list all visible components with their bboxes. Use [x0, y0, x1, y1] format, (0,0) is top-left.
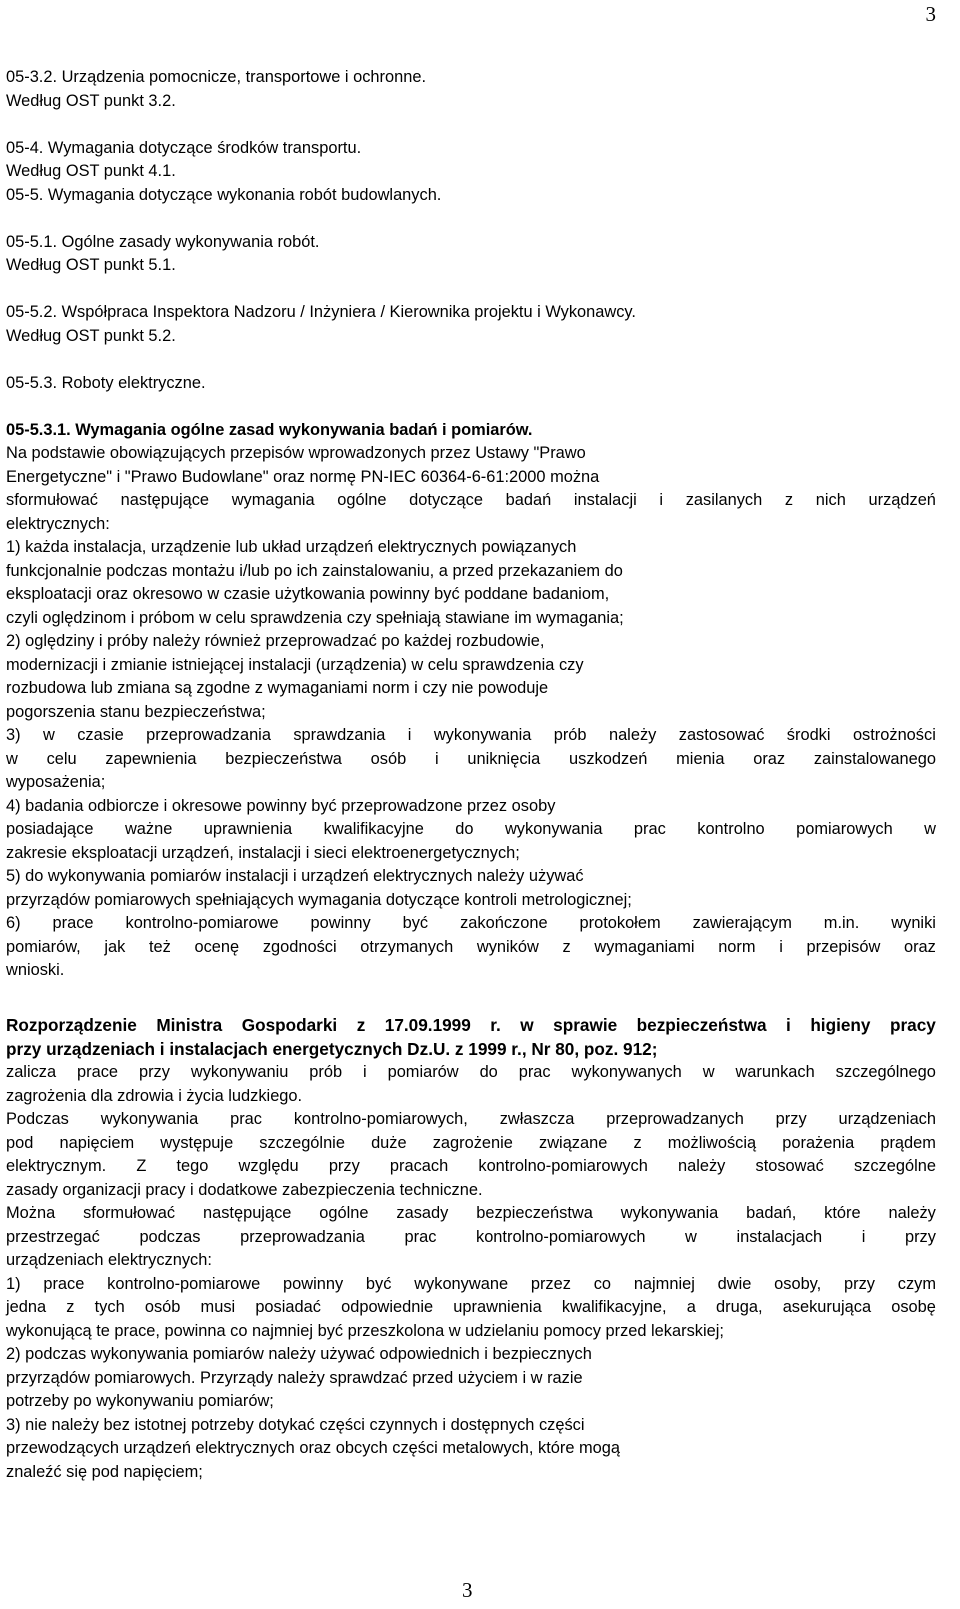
- text-line: [6, 1155, 936, 1179]
- word: w: [520, 1015, 534, 1035]
- word: zawierającym: [692, 914, 792, 932]
- word: przeprowadzania: [146, 726, 271, 744]
- word: zainstalowanego: [813, 749, 936, 768]
- text-line: przyrządów pomiarowych. Przyrządy należy sprawdzać przed użyciem i w razie: [6, 1368, 583, 1387]
- word: pomiarów,: [6, 937, 81, 956]
- word: wykonywaniu: [190, 1063, 289, 1081]
- text-line: urządzeniach elektrycznych:: [6, 1251, 212, 1269]
- word: dotyczące: [409, 491, 483, 509]
- safety-rules-text: [6, 1061, 936, 1484]
- word: zakończone: [460, 914, 548, 932]
- word: tych: [94, 1298, 125, 1316]
- word: sformułować: [83, 1204, 176, 1222]
- section-title: 05-5. Wymagania dotyczące wykonania robót budowlanych.: [6, 185, 442, 204]
- word: z: [356, 1015, 366, 1035]
- word: instalacji: [573, 491, 637, 509]
- word: przy: [328, 1157, 360, 1175]
- word: uprawnienia: [203, 820, 293, 838]
- word: do: [455, 820, 474, 838]
- word: w: [42, 726, 55, 744]
- word: szczególnie: [259, 1133, 345, 1152]
- text-line: [6, 936, 936, 960]
- word: osoby,: [774, 1274, 822, 1293]
- word: mienia: [676, 749, 725, 768]
- word: Gospodarki: [241, 1015, 338, 1035]
- word: kontrolno-pomiarowe: [125, 914, 279, 932]
- text-line: [6, 748, 936, 772]
- word: asekurująca: [782, 1298, 872, 1316]
- word: ogólne: [337, 491, 387, 509]
- word: należy: [888, 1204, 936, 1222]
- text-line: 4) badania odbiorcze i okresowe powinny być przeprowadzone przez osoby: [6, 796, 556, 815]
- word: z: [66, 1298, 75, 1316]
- section-title: 05-5.1. Ogólne zasady wykonywania robót.: [6, 232, 320, 251]
- word: osób: [144, 1298, 181, 1316]
- text-line: 2) oględziny i próby należy również przeprowadzać po każdej rozbudowie,: [6, 632, 545, 650]
- word: szczególne: [853, 1157, 936, 1175]
- text-line: [6, 912, 936, 936]
- word: jak: [104, 937, 126, 956]
- word: i: [659, 491, 664, 509]
- word: w: [685, 1227, 697, 1246]
- word: uprawnienia: [453, 1298, 542, 1316]
- word: co: [593, 1274, 612, 1293]
- word: posiadać: [255, 1298, 321, 1316]
- word: zasilanych: [685, 491, 763, 509]
- word: zagrożenie: [432, 1133, 513, 1152]
- text-line: potrzeby po wykonywaniu pomiarów;: [6, 1392, 274, 1410]
- text-line: Na podstawie obowiązujących przepisów wprowadzonych przez Ustawy "Prawo: [6, 444, 586, 462]
- word: prób: [309, 1063, 343, 1081]
- word: przy: [138, 1063, 170, 1081]
- word: Rozporządzenie: [6, 1015, 137, 1035]
- word: i: [861, 1227, 866, 1246]
- word: i: [779, 937, 783, 956]
- word: urządzeń: [868, 491, 936, 509]
- section-reference: Według OST punkt 5.2.: [6, 326, 176, 345]
- word: kontrolno-pomiarowych: [476, 1227, 646, 1246]
- regulation-title-line: przy urządzeniach i instalacjach energetycznych Dz.U. z 1999 r., Nr 80, poz. 912;: [6, 1038, 658, 1059]
- word: Z: [136, 1157, 147, 1175]
- text-line: [6, 1273, 936, 1297]
- word: 17.09.1999: [384, 1015, 471, 1035]
- text-line: [6, 818, 936, 842]
- word: występuje: [160, 1133, 234, 1152]
- word: warunkach: [735, 1063, 815, 1081]
- word: wykonywanych: [571, 1063, 682, 1081]
- page-number-top: 3: [925, 2, 936, 26]
- text-line: [6, 1061, 936, 1085]
- section-title: 05-4. Wymagania dotyczące środków transportu.: [6, 138, 362, 157]
- text-line: znaleźć się pod napięciem;: [6, 1462, 203, 1481]
- text-line: [6, 1226, 936, 1250]
- word: prac: [230, 1110, 262, 1128]
- word: wykonywania: [620, 1204, 719, 1222]
- word: też: [148, 937, 171, 956]
- word: a: [686, 1298, 696, 1316]
- word: wykonywania: [100, 1110, 199, 1128]
- word: prądem: [880, 1133, 936, 1152]
- word: sprawdzania: [293, 726, 386, 744]
- section-title: 05-3.2. Urządzenia pomocnicze, transportowe i ochronne.: [6, 68, 427, 86]
- text-line: wyposażenia;: [6, 773, 106, 791]
- word: ważne: [124, 820, 173, 838]
- word: w: [6, 749, 18, 768]
- word: pomiarowych: [796, 820, 893, 838]
- word: podczas: [139, 1227, 201, 1246]
- regulation-title-line: [6, 1014, 936, 1038]
- text-line: 2) podczas wykonywania pomiarów należy używać odpowiednich i bezpiecznych: [6, 1345, 592, 1363]
- word: uszkodzeń: [569, 749, 648, 768]
- word: posiadające: [6, 820, 94, 838]
- word: związane: [539, 1133, 608, 1152]
- word: Można: [6, 1204, 56, 1222]
- word: r.: [490, 1015, 501, 1035]
- word: osób: [370, 749, 407, 768]
- text-line: [6, 1202, 936, 1226]
- word: druga,: [716, 1298, 763, 1316]
- word: kwalifikacyjne: [323, 820, 424, 838]
- word: badań,: [746, 1204, 797, 1222]
- word: 1): [6, 1274, 21, 1293]
- text-line: rozbudowa lub zmiana są zgodne z wymaganiami norm i czy nie powoduje: [6, 679, 549, 697]
- page-number-bottom: 3: [462, 1578, 473, 1602]
- text-line: elektrycznych:: [6, 514, 110, 533]
- word: wykonywania: [504, 820, 603, 838]
- word: norm: [718, 937, 756, 956]
- word: i: [786, 1015, 791, 1035]
- document-body: [6, 66, 936, 1484]
- word: do: [479, 1063, 498, 1081]
- word: zwłaszcza: [499, 1110, 575, 1128]
- word: wykonywane: [414, 1274, 509, 1293]
- word: ogólne: [319, 1204, 369, 1222]
- word: oraz: [903, 937, 936, 956]
- word: pracy: [889, 1015, 936, 1035]
- word: i: [363, 1063, 367, 1081]
- word: instalacjach: [736, 1227, 823, 1246]
- text-line: 5) do wykonywania pomiarów instalacji i urządzeń elektrycznych należy używać: [6, 867, 584, 885]
- word: wymaganiami: [594, 937, 695, 956]
- requirements-text: [6, 442, 936, 983]
- word: ostrożności: [852, 726, 936, 744]
- text-line: [6, 1108, 936, 1132]
- word: kontrolno-pomiarowych: [478, 1157, 648, 1175]
- word: pomiarów: [387, 1063, 459, 1081]
- word: powinny: [283, 1274, 344, 1293]
- word: prób: [553, 726, 587, 744]
- word: bezpieczeństwa: [636, 1015, 767, 1035]
- word: higieny: [810, 1015, 871, 1035]
- word: pod: [6, 1133, 34, 1152]
- text-line: [6, 1132, 936, 1156]
- word: musi: [200, 1298, 236, 1316]
- word: kontrolno-pomiarowych,: [293, 1110, 468, 1128]
- text-line: 1) każda instalacja, urządzenie lub układ urządzeń elektrycznych powiązanych: [6, 538, 577, 556]
- word: z: [784, 491, 794, 509]
- section-title: 05-5.3. Roboty elektryczne.: [6, 373, 206, 392]
- section-reference: Według OST punkt 5.1.: [6, 256, 176, 274]
- word: kontrolno-pomiarowe: [107, 1274, 261, 1293]
- section-reference: Według OST punkt 3.2.: [6, 91, 176, 110]
- word: należy: [608, 726, 657, 744]
- word: ocenę: [194, 937, 240, 956]
- word: 3): [6, 726, 21, 744]
- text-line: przewodzących urządzeń elektrycznych oraz obcych części metalowych, które mogą: [6, 1439, 621, 1457]
- word: kontrolno: [697, 820, 765, 838]
- text-line: zasady organizacji pracy i dodatkowe zabezpieczenia techniczne.: [6, 1180, 483, 1199]
- word: najmniej: [633, 1274, 695, 1293]
- text-line: [6, 489, 936, 513]
- word: elektrycznym.: [6, 1157, 107, 1175]
- word: sprawie: [553, 1015, 618, 1035]
- word: środki: [786, 726, 831, 744]
- word: przeprowadzanych: [606, 1110, 744, 1128]
- word: jedna: [6, 1298, 47, 1316]
- text-line: modernizacji i zmianie istniejącej instalacji (urządzenia) w celu sprawdzenia czy: [6, 655, 584, 674]
- word: które: [824, 1204, 861, 1222]
- word: przy: [775, 1110, 807, 1128]
- word: kwalifikacyjne,: [561, 1298, 667, 1316]
- word: względu: [238, 1157, 299, 1175]
- word: zgodności: [262, 937, 337, 956]
- word: zasady: [396, 1204, 449, 1222]
- word: zalicza: [6, 1063, 57, 1081]
- word: odpowiednie: [341, 1298, 434, 1316]
- word: stosować: [755, 1157, 824, 1175]
- text-line: wykonującą te prace, powinna co najmniej być przeszkolona w udzielaniu pomocy przed lekarskiej;: [6, 1321, 724, 1340]
- text-line: zakresie eksploatacji urządzeń, instalacji i sieci elektroenergetycznych;: [6, 843, 520, 862]
- text-line: 3) nie należy bez istotnej potrzeby dotykać części czynnych i dostępnych części: [6, 1415, 585, 1434]
- word: i: [434, 749, 439, 768]
- subsection-title: 05-5.3.1. Wymagania ogólne zasad wykonywania badań i pomiarów.: [6, 420, 533, 439]
- word: czym: [897, 1274, 936, 1293]
- word: z: [562, 937, 571, 956]
- word: otrzymanych: [360, 937, 454, 956]
- word: celu: [46, 749, 77, 768]
- word: napięciem: [59, 1133, 135, 1152]
- word: następujące: [202, 1204, 292, 1222]
- word: bezpieczeństwa: [476, 1204, 593, 1222]
- word: tego: [176, 1157, 209, 1175]
- word: powinny: [310, 914, 371, 932]
- word: przy: [904, 1227, 936, 1246]
- word: przepisów: [806, 937, 881, 956]
- text-line: funkcjonalnie podczas montażu i/lub po ich zainstalowaniu, a przed przekazaniem do: [6, 561, 623, 580]
- word: prac: [404, 1227, 437, 1246]
- word: Podczas: [6, 1110, 69, 1128]
- word: wymagania: [231, 491, 315, 509]
- word: następujące: [120, 491, 210, 509]
- word: protokołem: [579, 914, 661, 932]
- text-line: eksploatacji oraz okresowo w czasie użytkowania powinny być poddane badaniom,: [6, 585, 610, 603]
- word: szczególnego: [835, 1063, 936, 1081]
- word: sformułować: [6, 491, 98, 509]
- word: zastosować: [678, 726, 765, 744]
- word: wykonywania: [433, 726, 532, 744]
- word: wyników: [476, 937, 539, 956]
- text-line: zagrożenia dla zdrowia i życia ludzkiego.: [6, 1086, 303, 1105]
- word: duże: [371, 1133, 407, 1152]
- word: bezpieczeństwa: [225, 749, 342, 768]
- word: uniknięcia: [467, 749, 541, 768]
- word: przez: [530, 1274, 571, 1293]
- word: w: [702, 1063, 715, 1081]
- word: m.in.: [823, 914, 860, 932]
- text-line: wnioski.: [6, 961, 65, 979]
- word: Ministra: [156, 1015, 223, 1035]
- word: przy: [844, 1274, 875, 1293]
- word: porażenia: [782, 1133, 855, 1152]
- text-line: czyli oględzinom i próbom w celu sprawdzenia czy spełniają stawiane im wymagania;: [6, 608, 624, 627]
- word: nich: [815, 491, 846, 509]
- section-reference: Według OST punkt 4.1.: [6, 162, 176, 180]
- word: prace: [52, 914, 94, 932]
- word: z: [633, 1133, 642, 1152]
- text-line: [6, 724, 936, 748]
- word: prac: [518, 1063, 551, 1081]
- word: urządzeniach: [838, 1110, 936, 1128]
- word: czasie: [77, 726, 124, 744]
- word: prace: [43, 1274, 85, 1293]
- word: i: [407, 726, 412, 744]
- word: w: [924, 820, 936, 838]
- word: być: [365, 1274, 392, 1293]
- word: przestrzegać: [6, 1227, 100, 1246]
- word: zapewnienia: [105, 749, 197, 768]
- word: prace: [77, 1063, 119, 1081]
- text-line: [6, 1296, 936, 1320]
- word: 6): [6, 914, 21, 932]
- word: przeprowadzania: [240, 1227, 365, 1246]
- text-line: Energetyczne" i "Prawo Budowlane" oraz normę PN-IEC 60364-6-61:2000 można: [6, 467, 600, 486]
- word: prac: [633, 820, 666, 838]
- word: oraz: [753, 749, 786, 768]
- word: należy: [677, 1157, 726, 1175]
- text-line: przyrządów pomiarowych spełniających wymagania dotyczące kontroli metrologicznej;: [6, 890, 632, 909]
- word: możliwością: [667, 1133, 757, 1152]
- section-title: 05-5.2. Współpraca Inspektora Nadzoru / Inżyniera / Kierownika projektu i Wykonawcy.: [6, 303, 636, 321]
- word: dwie: [717, 1274, 752, 1293]
- word: badań: [505, 491, 552, 509]
- word: osobę: [891, 1298, 936, 1316]
- word: wyniki: [891, 914, 936, 932]
- word: być: [402, 914, 429, 932]
- word: pracach: [389, 1157, 449, 1175]
- text-line: pogorszenia stanu bezpieczeństwa;: [6, 702, 266, 721]
